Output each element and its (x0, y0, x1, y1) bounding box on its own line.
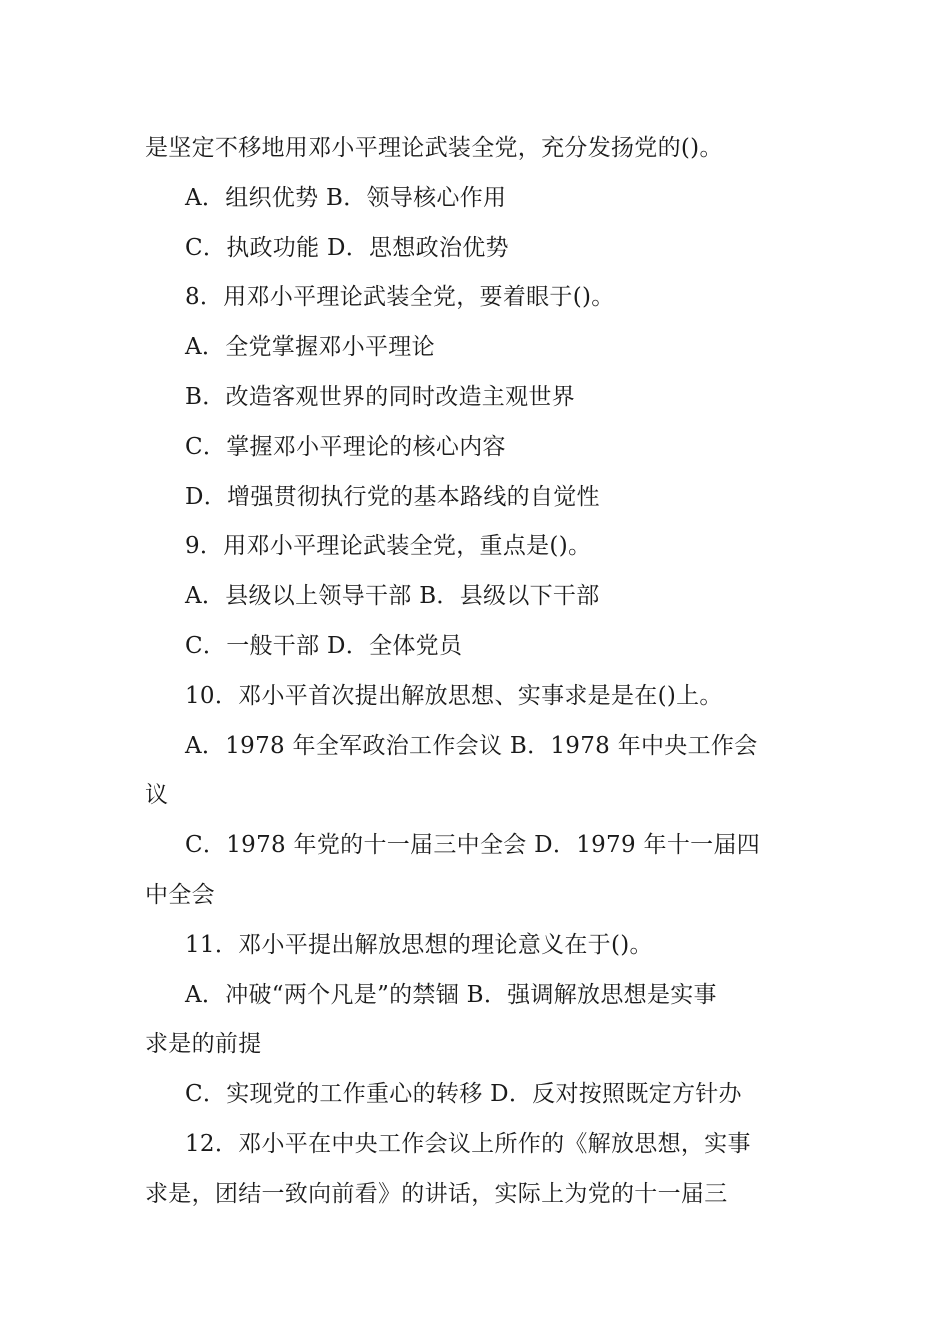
question-12: 12．邓小平在中央工作会议上所作的《解放思想，实事 (185, 1130, 751, 1157)
text-line: 是坚定不移地用邓小平理论武装全党，充分发扬党的()。 (145, 135, 723, 161)
text-line: 求是的前提 (145, 1031, 262, 1058)
answer-options: A．1978 年全军政治工作会议 B．1978 年中央工作会 (185, 732, 758, 759)
text-line: 求是，团结一致向前看》的讲话，实际上为党的十一届三 (145, 1180, 728, 1207)
answer-options: C．一般干部 D．全体党员 (185, 632, 463, 659)
answer-options: A．县级以上领导干部 B．县级以下干部 (185, 583, 600, 610)
text-line: 中全会 (145, 881, 215, 908)
document-body (145, 124, 807, 1220)
answer-option: A．全党掌握邓小平理论 (185, 334, 435, 361)
answer-options: A．冲破“两个凡是”的禁锢 B．强调解放思想是实事 (185, 981, 717, 1008)
answer-option: B．改造客观世界的同时改造主观世界 (185, 383, 576, 410)
answer-options: A．组织优势 B．领导核心作用 (185, 184, 507, 211)
text-line: 议 (145, 782, 169, 809)
answer-options: C．实现党的工作重心的转移 D．反对按照既定方针办 (185, 1081, 742, 1108)
answer-options: C．执政功能 D．思想政治优势 (185, 234, 509, 261)
question-8: 8．用邓小平理论武装全党，要着眼于()。 (185, 284, 615, 311)
question-11: 11．邓小平提出解放思想的理论意义在于()。 (185, 931, 653, 958)
answer-option: D．增强贯彻执行党的基本路线的自觉性 (185, 483, 600, 510)
question-9: 9．用邓小平理论武装全党，重点是()。 (185, 533, 592, 560)
answer-options: C．1978 年党的十一届三中全会 D．1979 年十一届四 (185, 832, 761, 859)
answer-option: C．掌握邓小平理论的核心内容 (185, 433, 506, 460)
question-10: 10．邓小平首次提出解放思想、实事求是是在()上。 (185, 682, 723, 709)
